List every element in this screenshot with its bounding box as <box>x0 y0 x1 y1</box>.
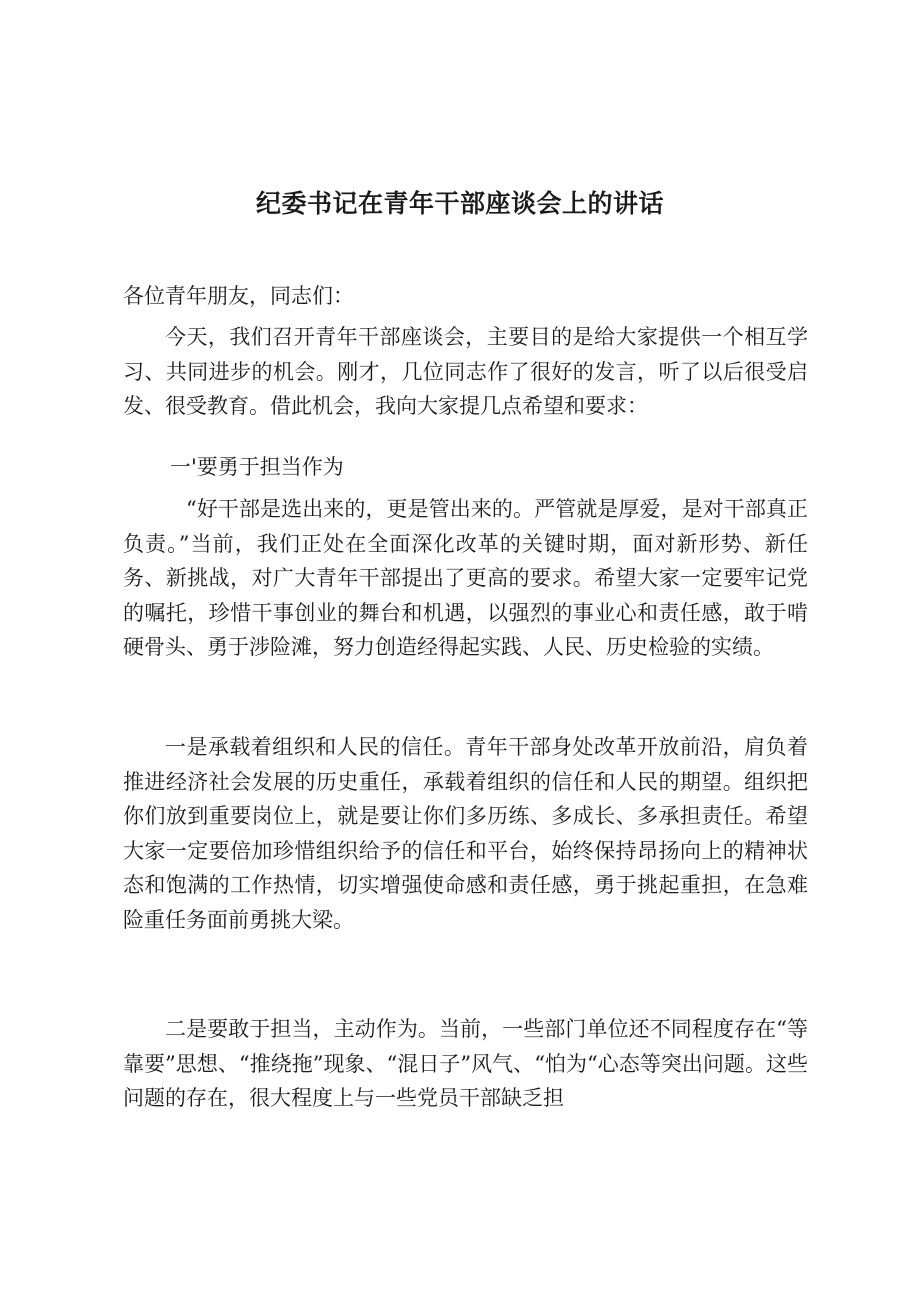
point-two-paragraph: 二是要敢于担当，主动作为。当前，一些部门单位还不同程度存在“等靠要”思想、“推绕拖”现象、“混日子”风气、“怕为“心态等突出问题。这些问题的存在，很大程度上与一些党员干部缺乏担 <box>123 1017 808 1110</box>
document-title: 纪委书记在青年干部座谈会上的讲话 <box>255 189 664 218</box>
quote-paragraph: “好干部是选出来的，更是管出来的。严管就是厚爱，是对干部真正负责。”当前，我们正处在全面深化改革的关键时期，面对新形势、新任务、新挑战，对广大青年干部提出了更高的要求。希望大家一定要牢记党的嘱托，珍惜干事创业的舞台和机遇，以强烈的事业心和责任感，敢于啃硬骨头、勇于涉险滩，努力创造经得起实践、人民、历史检验的实绩。 <box>123 497 808 659</box>
salutation: 各位青年朋友，同志们： <box>123 284 354 308</box>
intro-paragraph: 今天，我们召开青年干部座谈会，主要目的是给大家提供一个相互学习、共同进步的机会。刚才，几位同志作了很好的发言，听了以后很受启发、很受教育。借此机会，我向大家提几点希望和要求： <box>123 325 808 418</box>
point-one-paragraph: 一是承载着组织和人民的信任。青年干部身处改革开放前沿，肩负着推进经济社会发展的历史重任，承载着组织的信任和人民的期望。组织把你们放到重要岗位上，就是要让你们多历练、多成长、多承担责任。希望大家一定要倍加珍惜组织给予的信任和平台，始终保持昂扬向上的精神状态和饱满的工作热情，切实增强使命感和责任感，勇于挑起重担，在急难险重任务面前勇挑大梁。 <box>123 735 808 932</box>
section-heading-one: 一'要勇于担当作为 <box>170 455 344 479</box>
